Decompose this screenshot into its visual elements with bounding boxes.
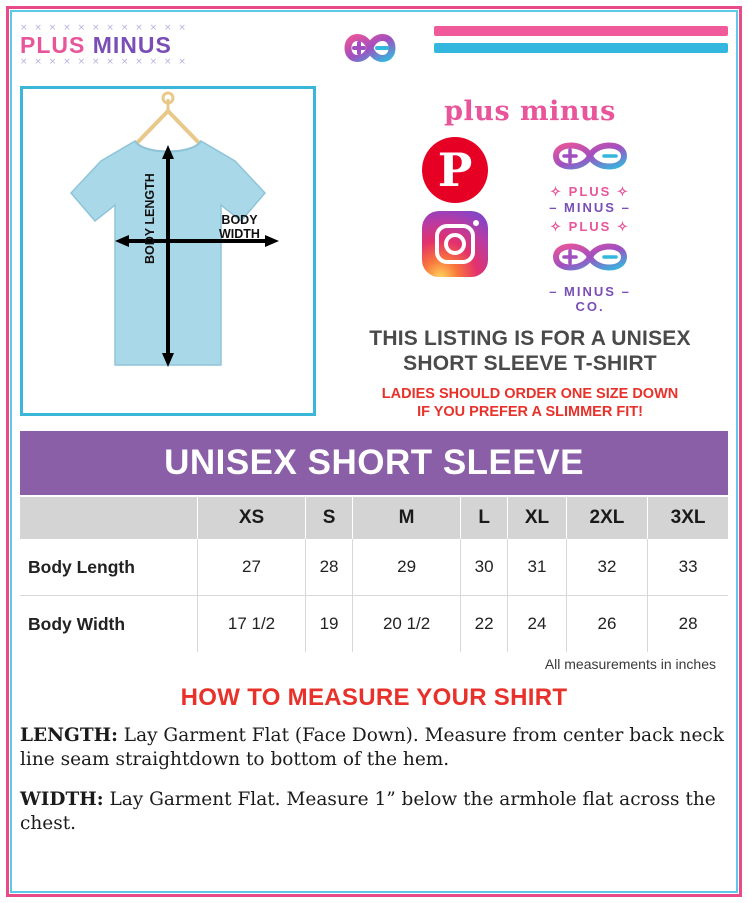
- cell-width-xl: 24: [508, 596, 567, 653]
- body-length-label: [143, 173, 157, 264]
- measure-width-label: WIDTH:: [20, 789, 104, 810]
- ig-handle2-prefix-icon: –: [549, 284, 559, 299]
- size-chart-head: [20, 497, 728, 539]
- col-header-l: L: [461, 497, 508, 539]
- ladies-line-2: IF YOU PREFER A SLIMMER FIT!: [417, 404, 643, 420]
- shirt-illustration: [23, 89, 313, 413]
- cell-length-xs: 27: [198, 539, 306, 596]
- cell-length-m: 29: [353, 539, 461, 596]
- handle-plus-text: PLUS: [568, 184, 612, 199]
- measure-width-text: Lay Garment Flat. Measure 1” below the armhole flat across the chest.: [20, 789, 716, 834]
- cell-width-m: 20 1/2: [353, 596, 461, 653]
- col-header-blank: [20, 497, 198, 539]
- brand-dots-top: × × × × × × × × × × × ×: [20, 23, 188, 33]
- instagram-lens-shape: [444, 233, 466, 255]
- banner: [20, 431, 728, 495]
- handle-prefix-icon: ✧: [550, 184, 564, 199]
- brand-name: [20, 32, 310, 58]
- social-handles-column: [515, 133, 665, 314]
- col-header-m: M: [353, 497, 461, 539]
- social-icons-column: [395, 133, 515, 285]
- cell-length-3xl: 33: [648, 539, 728, 596]
- measure-length: [20, 724, 728, 772]
- header-row: [20, 20, 728, 80]
- pinterest-handle-minus: [515, 200, 665, 215]
- body-width-label-line1: BODY: [221, 213, 258, 227]
- bar-blue: [434, 43, 728, 53]
- ladies-note: [332, 385, 728, 421]
- social-links: [332, 133, 728, 314]
- handle-minus-text: MINUS: [564, 200, 616, 215]
- listing-description: [332, 326, 728, 376]
- cell-length-xl: 31: [508, 539, 567, 596]
- brand-plus-text: PLUS: [20, 32, 86, 58]
- brand-logo: [20, 20, 310, 66]
- measure-length-label: LENGTH:: [20, 725, 118, 746]
- size-chart-header-row: [20, 497, 728, 539]
- body-width-label-line2: WIDTH: [219, 227, 260, 241]
- col-header-xl: XL: [508, 497, 567, 539]
- row-label-body-length: Body Length: [20, 539, 198, 596]
- page-content: [20, 20, 728, 883]
- ig-handle-plus-text: PLUS: [568, 219, 612, 234]
- instagram-handle-co: [515, 299, 665, 314]
- cell-length-2xl: 32: [566, 539, 647, 596]
- instagram-handle-minus: [515, 284, 665, 299]
- cell-width-s: 19: [306, 596, 353, 653]
- ig-handle-suffix-icon: ✧: [616, 219, 630, 234]
- ladies-line-1: LADIES SHOULD ORDER ONE SIZE DOWN: [381, 386, 679, 402]
- listing-line-2: SHORT SLEEVE T-SHIRT: [403, 352, 657, 375]
- bar-pink: [434, 26, 728, 36]
- decorative-bars: [420, 20, 728, 60]
- ig-handle-prefix-icon: ✧: [550, 219, 564, 234]
- ig-handle-co-text: CO.: [575, 299, 605, 314]
- listing-line-1: THIS LISTING IS FOR A UNISEX: [369, 327, 691, 350]
- brand-script-name: plus minus: [444, 96, 616, 127]
- cell-width-3xl: 28: [678, 614, 698, 633]
- infinity-icon-instagram: [540, 235, 640, 279]
- cell-length-l: 30: [461, 539, 508, 596]
- row-label-body-width: Body Width: [20, 596, 198, 653]
- size-chart-table: [20, 497, 728, 652]
- instagram-icon[interactable]: [422, 211, 488, 277]
- col-header-3xl: 3XL: [648, 497, 728, 539]
- handle2-prefix-icon: –: [549, 200, 559, 215]
- units-note: All measurements in inches: [544, 656, 716, 672]
- body-width-label: [219, 213, 260, 241]
- table-row: [20, 596, 728, 653]
- measure-width: [20, 788, 728, 836]
- pinterest-icon[interactable]: P: [422, 137, 488, 203]
- ig-handle-minus-text: MINUS: [564, 284, 616, 299]
- measure-length-text: Lay Garment Flat (Face Down). Measure from center back neck line seam straightdown to bottom of the hem.: [20, 725, 724, 770]
- handle-suffix-icon: ✧: [616, 184, 630, 199]
- body-length-label-line1: BODY: [143, 228, 157, 264]
- cell-width-2xl: 26: [566, 596, 647, 653]
- how-to-measure-title: HOW TO MEASURE YOUR SHIRT: [180, 684, 568, 711]
- cell-length-s: 28: [306, 539, 353, 596]
- size-chart-body: [20, 539, 728, 652]
- brand-minus-text: MINUS: [92, 32, 172, 58]
- table-row: [20, 539, 728, 596]
- middle-section: [20, 86, 728, 421]
- body-length-label-line2: LENGTH: [143, 173, 157, 225]
- col-header-xs: XS: [198, 497, 306, 539]
- cell-width-l: 22: [461, 596, 508, 653]
- pinterest-handle-plus: [515, 184, 665, 200]
- brand-dots-bottom: × × × × × × × × × × × ×: [20, 57, 188, 67]
- instagram-dot-shape: [473, 220, 479, 226]
- infinity-icon-pinterest: [540, 133, 640, 179]
- col-header-s: S: [306, 497, 353, 539]
- cell-width-xs: 17 1/2: [198, 596, 306, 653]
- col-header-2xl: 2XL: [566, 497, 647, 539]
- instagram-handle-plus: [515, 219, 665, 235]
- handle2-suffix-icon: –: [621, 200, 631, 215]
- shirt-diagram: [20, 86, 316, 416]
- info-column: [316, 86, 728, 421]
- infinity-logo-icon: [320, 22, 420, 79]
- ig-handle2-suffix-icon: –: [621, 284, 631, 299]
- banner-title: UNISEX SHORT SLEEVE: [164, 443, 584, 482]
